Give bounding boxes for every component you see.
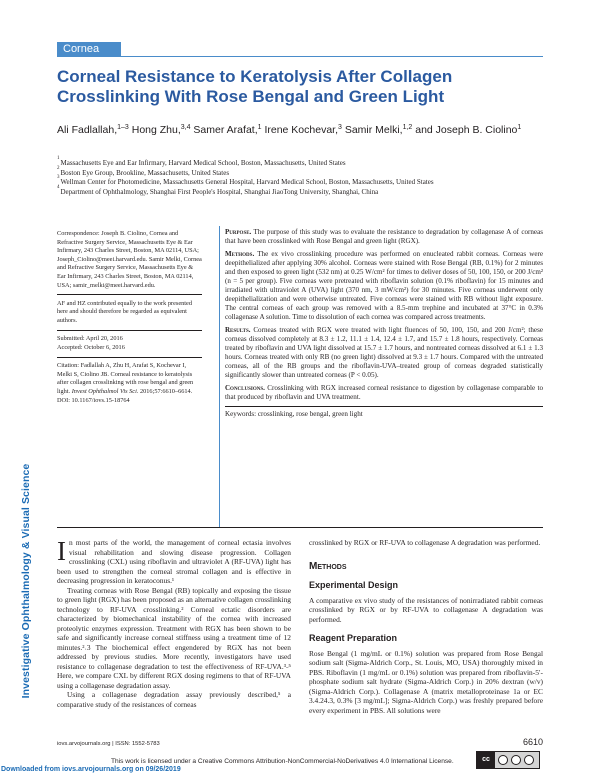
abstract-purpose: Purpose. The purpose of this study was to evaluate the resistance to degradation by collagenase A of corneas that have been crosslinked with Rose Bengal and green light (RGX). <box>225 228 543 245</box>
body-column-right <box>309 538 543 715</box>
journal-side-title: Investigative Ophthalmology & Visual Science <box>20 463 32 699</box>
paragraph: crosslinked by RGX or RF-UVA to collagenase A degradation was performed. <box>309 538 541 547</box>
paragraph: Rose Bengal (1 mg/mL or 0.1%) solution was prepared from Rose Bengal sodium salt (Sigma-Aldrich Corp., St. Louis, MO, USA) thoroughly mixed in PBS. Riboflavin (1 mg/mL or 0.1%) solution was prepared from riboflavin-5′-phosphate sodium salt hydrate (Sigma-Aldrich Corp.) in 20% dextran (w/v) (Sigma-Aldrich Corp.). Collagenase A (matrix metalloproteinase 1a or EC 3.4.24.3, 0.3% [3 mg/mL]; Sigma-Aldrich Corp.) was freshly prepared before every experiment in PBS. All solutions were <box>309 648 543 715</box>
author: Irene Kochevar, <box>261 124 338 136</box>
article-info-sidebar <box>57 230 202 409</box>
page-number: 6610 <box>522 737 543 747</box>
submitted-date: Submitted: April 20, 2016 <box>57 335 123 343</box>
affiliation: 3 Wellman Center for Photomedicine, Massachusetts General Hospital, Harvard Medical School, Boston, Massachusetts, United States <box>57 175 434 186</box>
author: Samer Arafat, <box>190 124 258 136</box>
divider <box>57 330 202 331</box>
abstract-methods: Methods. The ex vivo crosslinking procedure was performed on enucleated rabbit corneas. Corneas were deepithelialized after applying 30% alcohol. Corneas were stained with Rose Bengal (RB, 0.1%) for 2 minutes and then exposed to green light (532 nm) at 0.25 W/cm² for times to deliver doses of 50, 100, 150, or 200 J/cm² (n = 5 per group). Five corneas were pretreated with riboflavin solution (0.1% riboflavin) for 15 minutes and irradiated with ultraviolet A (UVA) light (370 nm, 3 mW/cm²) for 30 minutes. Five corneas underwent only deepithelialization and were otherwise untreated. Five corneas were stained with RB without light exposure. The central corneas of each group was removed with a 8.5-mm trephine and incubated at 37°C in 0.3% collagenase A solution. Time to dissolution of each cornea was compared across treatments. <box>225 250 543 321</box>
divider <box>57 357 202 358</box>
section-tab: Cornea <box>57 42 121 56</box>
affiliation-list <box>57 156 543 197</box>
body-column-left <box>57 538 291 709</box>
footer-issn: iovs.arvojournals.org | ISSN: 1552-5783 <box>57 741 160 747</box>
author: and Joseph B. Ciolino <box>412 124 518 136</box>
abstract <box>225 228 543 423</box>
affiliation: 4 Department of Ophthalmology, Shanghai First People's Hospital, Shanghai JiaoTong University, Shanghai, China <box>57 184 379 196</box>
affiliation: 2 Boston Eye Group, Brookline, Massachusetts, United States <box>57 165 230 177</box>
subsection-heading: Experimental Design <box>309 580 399 590</box>
paragraph: Treating corneas with Rose Bengal (RB) topically and exposing the tissue to green light (RGX) has been proposed as an alternative collagen crosslinking technology to RF-UVA crosslinking.² Corneal ectatic disorders are characterized by biomechanical instability of the cornea with increased proteolytic enzymes expression. Treatment with RGX has been shown to be safe and significantly increase corneal stiffness using a treatment time of 12 minutes.²˒3 The biochemical effect engendered by RGX has not been addressed by previous studies. More recently, investigators have used resistance to collagenase degradation to test the effectiveness of RF-UVA.³˗⁵ Here, we compare CXL by different RGX dosing regimens to that of RF-UVA using a collagenase degradation assay. <box>57 585 291 690</box>
correspondence: Correspondence: Joseph B. Ciolino, Cornea and Refractive Surgery Service, Massachusetts Eye & Ear Infirmary, 243 Charles Street, Boston, MA 02114, USA; Joseph_Ciolino@meei.harvard.edu. Samir Melki, Cornea and Refractive Surgery Service, Massachusetts Eye & Ear Infirmary, 243 Charles Street, Boston, MA 02114, USA; samir_melki@meei.harvard.edu. <box>57 230 202 289</box>
abstract-rule <box>219 226 220 528</box>
license-text: This work is licensed under a Creative Commons Attribution-NonCommercial-NoDerivatives 4.0 International License. <box>111 758 454 765</box>
dropcap: I <box>57 536 66 566</box>
noderivatives-icon <box>524 755 534 765</box>
section-rule <box>57 56 543 57</box>
citation: Citation: Fadlallah A, Zhu H, Arafat S, Kochevar I, Melki S, Ciolino JB. Corneal resistance to keratolysis after collagen crosslinking with rose bengal and green light. Invest Ophthalmol Vis Sci. 2016;57:6610–6614. DOI: 10.1167/iovs.15-18764 <box>57 362 194 404</box>
paragraph: Using a collagenase degradation assay previously described,⁵ a comparative study of the resistances of corneas <box>57 690 291 709</box>
author: Ali Fadlallah, <box>57 124 118 136</box>
abstract-conclusions: Conclusions. Crosslinking with RGX increased corneal resistance to digestion by collagenase comparable to that produced by riboflavin and UVA treatment. <box>225 384 543 401</box>
keywords: Keywords: crosslinking, rose bengal, green light <box>225 406 543 419</box>
article-title: Corneal Resistance to Keratolysis After Collagen Crosslinking With Rose Bengal and Green Light <box>57 67 453 106</box>
noncommercial-icon <box>511 755 521 765</box>
contribution-note: AF and HZ contributed equally to the work presented here and should therefore be regarded as equivalent authors. <box>57 299 192 325</box>
paragraph: In most parts of the world, the management of corneal ectasia involves visual rehabilitation and slowing disease progression. Collagen crosslinking (CXL) using riboflavin and ultraviolet A (RF-UVA) light has been used to strengthen the corneal stromal collagen and is effective in decreasing progression in keratoconus.¹ <box>57 536 291 585</box>
author: Samir Melki, <box>341 124 403 136</box>
cc-icon: cc <box>477 752 495 768</box>
divider <box>57 294 202 295</box>
download-stamp: Downloaded from iovs.arvojournals.org on 09/26/2019 <box>1 766 181 773</box>
paragraph: A comparative ex vivo study of the resistances of nonirradiated rabbit corneas crosslinked by RGX or by RF-UVA to collagenase A degradation was performed. <box>309 595 543 624</box>
author: Hong Zhu, <box>128 124 181 136</box>
abstract-results: Results. Corneas treated with RGX were treated with light fluences of 50, 100, 150, and 200 J/cm²; these corneas dissolved completely at 8.3 ± 1.2, 11.1 ± 1.4, 12.4 ± 1.7, and 15.7 ± 1.8 hours, respectively. Corneas treated by riboflavin and UVA light dissolved at 15.7 ± 1.7 hours, and nontreated corneas dissolved at 6.1 ± 1.3 hours. Corneas treated with only RB (no green light) dissolved at 9.3 ± 1.7 hours. Compared with the untreated corneas, all of the RB groups and the riboflavin-UVA–treated group of corneas degraded statistically significantly slower than untreated corneas (P < 0.05). <box>225 326 543 379</box>
author-list: Ali Fadlallah,$^{1-3}$ Hong Zhu,$^{3,4}$ Samer Arafat,$^1$ Irene Kochevar,$^3$ Samir Melki,$^{1,2}$ and Joseph B. Ciolino$^1$ <box>57 124 522 136</box>
affiliation: 1 Massachusetts Eye and Ear Infirmary, Harvard Medical School, Boston, Massachusetts, United States <box>57 156 346 167</box>
accepted-date: Accepted: October 6, 2016 <box>57 343 125 351</box>
attribution-icon <box>498 755 508 765</box>
section-heading: Methods <box>309 560 347 572</box>
abstract-bottom-rule <box>57 527 543 528</box>
cc-license-badge[interactable] <box>476 751 540 769</box>
subsection-heading: Reagent Preparation <box>309 633 398 643</box>
